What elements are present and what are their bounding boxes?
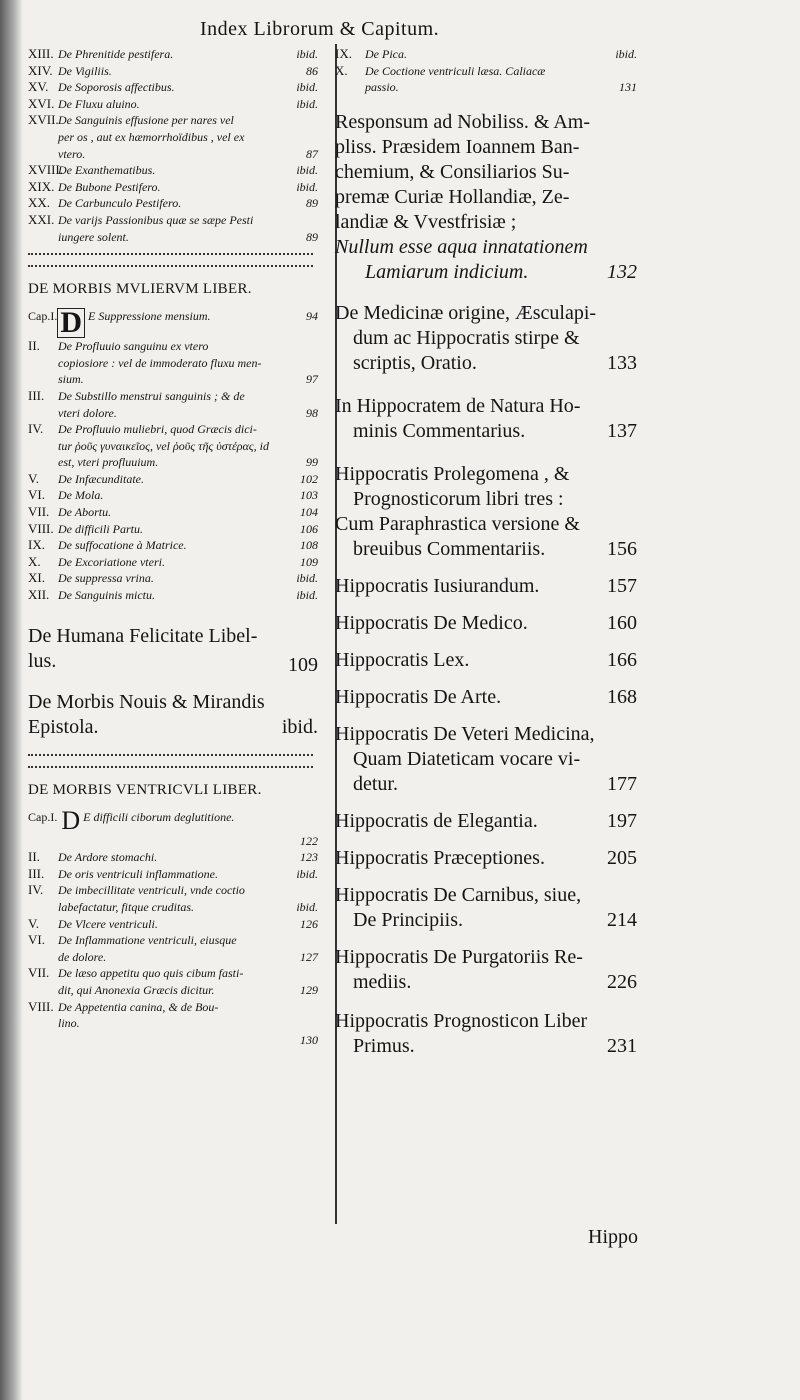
page-number: 126 bbox=[300, 916, 318, 931]
index-entry bbox=[335, 722, 637, 797]
list-item bbox=[28, 355, 318, 372]
list-item bbox=[28, 999, 318, 1016]
right-column bbox=[335, 46, 637, 1059]
page-number: 177 bbox=[607, 772, 637, 795]
index-entry bbox=[335, 394, 637, 444]
chapter-numeral: XVII. bbox=[28, 112, 59, 128]
entry-text: Hippocratis Præceptiones. bbox=[335, 846, 545, 869]
list-item bbox=[28, 521, 318, 538]
chapter-title: De Appetentia canina, & de Bou- bbox=[58, 999, 219, 1014]
entry-text: mediis. bbox=[353, 970, 412, 993]
entry-text: minis Commentarius. bbox=[353, 419, 526, 442]
entry-line bbox=[335, 110, 637, 135]
index-entry bbox=[335, 685, 637, 710]
chapter-title: copiosiore : vel de immoderato fluxu men- bbox=[58, 355, 262, 370]
chapter-numeral: IV. bbox=[28, 421, 44, 437]
list-item bbox=[28, 338, 318, 355]
page-number: ibid. bbox=[296, 96, 318, 111]
page-number: 109 bbox=[300, 554, 318, 569]
page-number: 226 bbox=[607, 970, 637, 993]
chapter-numeral: III. bbox=[28, 387, 45, 403]
list-item bbox=[28, 146, 318, 163]
list-item bbox=[28, 949, 318, 966]
page-number: 123 bbox=[300, 850, 318, 865]
index-entry bbox=[335, 301, 637, 376]
chapter-numeral: VI. bbox=[28, 932, 45, 948]
entry-text: premæ Curiæ Hollandiæ, Ze- bbox=[335, 185, 570, 208]
chapter-title: De Sanguinis effusione per nares vel bbox=[58, 113, 234, 128]
chapter-numeral: V. bbox=[28, 470, 39, 486]
page-number: 197 bbox=[607, 809, 637, 832]
entry-line bbox=[335, 908, 637, 933]
chapter-numeral: XXI. bbox=[28, 211, 55, 227]
page-number: 137 bbox=[607, 419, 637, 442]
entry-responsum bbox=[335, 110, 637, 285]
chapter-numeral: VI. bbox=[28, 487, 45, 503]
page-number: 122 bbox=[300, 833, 318, 848]
left-list-mulierum bbox=[28, 308, 318, 604]
entry-line bbox=[335, 1009, 637, 1034]
chapter-numeral: XIX. bbox=[28, 178, 55, 194]
index-entry bbox=[335, 611, 637, 636]
entry-line bbox=[335, 512, 637, 537]
chapter-title: de dolore. bbox=[58, 949, 107, 964]
page-number: 132 bbox=[607, 260, 637, 283]
entry-line: lus. bbox=[28, 649, 57, 672]
index-entry bbox=[335, 883, 637, 933]
index-entry bbox=[335, 574, 637, 599]
list-item bbox=[28, 421, 318, 438]
entry-text: Hippocratis De Arte. bbox=[335, 685, 502, 708]
entry-text: Lamiarum indicium. bbox=[365, 260, 529, 283]
chapter-title: per os , aut ex hæmorrhoïdibus , vel ex bbox=[58, 129, 245, 144]
list-item bbox=[335, 63, 637, 80]
list-item bbox=[28, 179, 318, 196]
list-item bbox=[28, 371, 318, 388]
list-item bbox=[28, 587, 318, 604]
list-item bbox=[28, 46, 318, 63]
entry-text: Hippocratis Prognosticon Liber bbox=[335, 1009, 588, 1032]
entry-text: dum ac Hippocratis stirpe & bbox=[353, 326, 580, 349]
chapter-title: E difficili ciborum deglutitione. bbox=[83, 809, 235, 824]
cap-label: Cap.I. bbox=[28, 809, 58, 824]
list-item bbox=[28, 965, 318, 982]
page-number: 168 bbox=[607, 685, 637, 708]
chapter-numeral: III. bbox=[28, 865, 45, 881]
entry-text: Prognosticorum libri tres : bbox=[353, 487, 564, 510]
drop-cap-initial: D bbox=[61, 805, 81, 835]
page-number: ibid. bbox=[296, 80, 318, 95]
page-number: 214 bbox=[607, 908, 637, 931]
chapter-title: lino. bbox=[58, 1016, 80, 1031]
catchword: Hippo bbox=[588, 1226, 638, 1248]
entry-line bbox=[335, 487, 637, 512]
index-entry bbox=[335, 945, 637, 995]
chapter-title: passio. bbox=[365, 80, 399, 95]
index-entry bbox=[335, 809, 637, 834]
list-item bbox=[28, 833, 318, 850]
entry-line bbox=[335, 537, 637, 562]
page-number: 127 bbox=[300, 949, 318, 964]
chapter-title: De Fluxu aluino. bbox=[58, 96, 140, 111]
ornament-divider bbox=[28, 253, 313, 267]
page-header: Index Librorum & Capitum. bbox=[200, 18, 440, 40]
chapter-title: vtero. bbox=[58, 146, 86, 161]
chapter-title: De Bubone Pestifero. bbox=[58, 179, 161, 194]
entry-line bbox=[335, 747, 637, 772]
entry-line bbox=[335, 210, 637, 235]
section-title-mulierum: DE MORBIS MVLIERVM LIBER. bbox=[28, 281, 252, 298]
page-number: 130 bbox=[300, 1032, 318, 1047]
entry-line bbox=[335, 809, 637, 834]
index-entry bbox=[335, 1009, 637, 1059]
page-number: 99 bbox=[306, 455, 318, 470]
chapter-title: De Excoriatione vteri. bbox=[58, 554, 165, 569]
section-title-ventriculi: DE MORBIS VENTRICVLI LIBER. bbox=[28, 781, 262, 798]
entry-text: scriptis, Oratio. bbox=[353, 351, 477, 374]
entry-text: breuibus Commentariis. bbox=[353, 537, 546, 560]
entry-text: In Hippocratem de Natura Ho- bbox=[335, 394, 581, 417]
chapter-title: De Profluuio sanguinu ex vtero bbox=[58, 339, 209, 354]
entry-line bbox=[335, 462, 637, 487]
page-number: ibid. bbox=[296, 900, 318, 914]
chapter-numeral: V. bbox=[28, 915, 39, 931]
page-number: 133 bbox=[607, 351, 637, 374]
page-number: ibid. bbox=[296, 47, 318, 61]
entry-line bbox=[335, 574, 637, 599]
page-number: ibid. bbox=[296, 163, 318, 178]
chapter-numeral: XIV. bbox=[28, 62, 53, 78]
page-number: 106 bbox=[300, 521, 318, 536]
page-number: ibid. bbox=[296, 588, 318, 603]
chapter-title: De Profluuio muliebri, quod Græcis dici- bbox=[58, 422, 257, 437]
chapter-numeral: VIII. bbox=[28, 998, 54, 1014]
entry-text: Responsum ad Nobiliss. & Am- bbox=[335, 110, 591, 133]
page-number: 102 bbox=[300, 471, 318, 486]
chapter-title: De Inflammatione ventriculi, eiusque bbox=[58, 933, 237, 948]
entry-line bbox=[335, 394, 637, 419]
page-number: 104 bbox=[300, 505, 318, 520]
chapter-title: est, vteri profluuium. bbox=[58, 455, 159, 470]
chapter-title: tur ῥοῦς γυναικεῖος, vel ῥοῦς τῆς ὑστέρας, id bbox=[58, 438, 269, 453]
list-item bbox=[335, 46, 637, 63]
chapter-title: De Infæcunditate. bbox=[58, 471, 144, 486]
chapter-numeral: XX. bbox=[28, 195, 51, 211]
list-item bbox=[28, 866, 318, 883]
page-number: 98 bbox=[306, 405, 318, 420]
chapter-title: E Suppressione mensium. bbox=[88, 309, 211, 324]
entry-line bbox=[335, 160, 637, 185]
list-item bbox=[28, 229, 318, 246]
list-item bbox=[28, 308, 318, 338]
page-gutter-shadow bbox=[0, 0, 22, 1400]
page-number: ibid. bbox=[296, 179, 318, 194]
drop-cap-initial: D bbox=[57, 308, 85, 338]
entry-line bbox=[335, 326, 637, 351]
left-list-pestis bbox=[28, 46, 318, 245]
entry-text: Hippocratis De Medico. bbox=[335, 611, 528, 634]
chapter-title: dit, qui Anonexia Græcis dicitur. bbox=[58, 982, 215, 997]
page-number: 205 bbox=[607, 846, 637, 869]
page-number: ibid. bbox=[296, 866, 318, 881]
list-item bbox=[28, 554, 318, 571]
entry-text: De Principiis. bbox=[353, 908, 463, 931]
chapter-title: De Ardore stomachi. bbox=[58, 850, 158, 865]
page-number: 166 bbox=[607, 648, 637, 671]
entry-line bbox=[335, 611, 637, 636]
entry-line: Epistola. bbox=[28, 715, 99, 738]
chapter-title: De Abortu. bbox=[58, 505, 112, 520]
entry-line bbox=[335, 419, 637, 444]
ornament-divider bbox=[28, 754, 313, 768]
page-number: 94 bbox=[306, 309, 318, 324]
entry-text: Hippocratis Lex. bbox=[335, 648, 470, 671]
entry-line bbox=[335, 1034, 637, 1059]
page-number: 129 bbox=[300, 982, 318, 997]
chapter-numeral: IV. bbox=[28, 882, 44, 898]
chapter-title: De imbecillitate ventriculi, vnde coctio bbox=[58, 883, 245, 898]
page-number: ibid. bbox=[296, 571, 318, 586]
entry-text: landiæ & Vvestfrisiæ ; bbox=[335, 210, 517, 233]
entry-felicitate bbox=[28, 624, 318, 674]
chapter-numeral: XII. bbox=[28, 587, 50, 603]
right-entries bbox=[335, 301, 637, 1059]
chapter-title: De Sanguinis mictu. bbox=[58, 588, 155, 603]
entry-text: Hippocratis de Elegantia. bbox=[335, 809, 538, 832]
entry-line bbox=[335, 970, 637, 995]
entry-text: Nullum esse aqua innatationem bbox=[335, 235, 588, 258]
entry-line bbox=[335, 135, 637, 160]
list-item bbox=[28, 1032, 318, 1049]
entry-text: Hippocratis De Carnibus, siue, bbox=[335, 883, 582, 906]
chapter-title: De Carbunculo Pestifero. bbox=[58, 196, 182, 211]
entry-line bbox=[335, 846, 637, 871]
page-number: 160 bbox=[607, 611, 637, 634]
entry-text: chemium, & Consiliarios Su- bbox=[335, 160, 570, 183]
list-item bbox=[28, 79, 318, 96]
chapter-title: De difficili Partu. bbox=[58, 521, 143, 536]
chapter-title: De Phrenitide pestifera. bbox=[58, 47, 174, 61]
index-entry bbox=[335, 648, 637, 673]
chapter-numeral: XI. bbox=[28, 570, 45, 586]
page-number: 157 bbox=[607, 574, 637, 597]
page-number: 97 bbox=[306, 372, 318, 387]
entry-line bbox=[335, 351, 637, 376]
page-number: ibid. bbox=[281, 715, 318, 738]
left-list-ventriculi bbox=[28, 805, 318, 1049]
list-item bbox=[28, 212, 318, 229]
list-item bbox=[28, 932, 318, 949]
entry-text: detur. bbox=[353, 772, 398, 795]
index-entry bbox=[335, 846, 637, 871]
list-item bbox=[28, 849, 318, 866]
page-number: 108 bbox=[300, 538, 318, 553]
entry-line bbox=[335, 685, 637, 710]
list-item bbox=[28, 195, 318, 212]
list-item bbox=[28, 570, 318, 587]
entry-line bbox=[335, 235, 637, 260]
page-number: 131 bbox=[619, 80, 637, 95]
list-item bbox=[28, 63, 318, 80]
list-item bbox=[28, 162, 318, 179]
list-item bbox=[28, 438, 318, 455]
chapter-numeral: IX. bbox=[28, 537, 45, 553]
entry-line bbox=[335, 301, 637, 326]
chapter-title: De Coctione ventriculi læsa. Caliacæ bbox=[365, 63, 546, 78]
entry-text: Hippocratis De Veteri Medicina, bbox=[335, 722, 595, 745]
list-item bbox=[28, 1015, 318, 1032]
chapter-numeral: VII. bbox=[28, 504, 50, 520]
chapter-title: iungere solent. bbox=[58, 229, 129, 244]
list-item bbox=[28, 112, 318, 129]
chapter-numeral: VII. bbox=[28, 965, 50, 981]
list-item bbox=[28, 882, 318, 899]
chapter-numeral: II. bbox=[28, 338, 40, 354]
list-item bbox=[28, 487, 318, 504]
list-item bbox=[28, 805, 318, 835]
list-item bbox=[28, 129, 318, 146]
list-item bbox=[28, 405, 318, 422]
chapter-title: De oris ventriculi inflammatione. bbox=[58, 866, 218, 881]
chapter-numeral: XIII. bbox=[28, 46, 54, 61]
page-number: 87 bbox=[306, 146, 318, 161]
page-number: 103 bbox=[300, 488, 318, 503]
chapter-numeral: VIII. bbox=[28, 520, 54, 536]
page-number: 156 bbox=[607, 537, 637, 560]
page-number: 89 bbox=[306, 196, 318, 211]
chapter-title: De Pica. bbox=[365, 47, 407, 61]
chapter-title: vteri dolore. bbox=[58, 405, 117, 420]
list-item bbox=[28, 388, 318, 405]
chapter-numeral: II. bbox=[28, 849, 40, 865]
list-item bbox=[28, 982, 318, 999]
chapter-title: De Vigiliis. bbox=[58, 63, 112, 78]
list-item bbox=[28, 96, 318, 113]
page-number: ibid. bbox=[615, 47, 637, 61]
chapter-title: sium. bbox=[58, 372, 84, 387]
entry-text: pliss. Præsidem Ioannem Ban- bbox=[335, 135, 580, 158]
entry-line bbox=[335, 883, 637, 908]
entry-text: Cum Paraphrastica versione & bbox=[335, 512, 580, 535]
page-number: 231 bbox=[607, 1034, 637, 1057]
page-number: 89 bbox=[306, 229, 318, 244]
right-list-ventriculi bbox=[335, 46, 637, 96]
chapter-title: De Vlcere ventriculi. bbox=[58, 916, 158, 931]
entry-line bbox=[335, 722, 637, 747]
chapter-title: De varijs Passionibus quæ se sæpe Pesti bbox=[58, 212, 254, 227]
entry-text: De Medicinæ origine, Æsculapi- bbox=[335, 301, 597, 324]
chapter-numeral: X. bbox=[28, 553, 41, 569]
entry-line: De Humana Felicitate Libel- bbox=[28, 624, 258, 647]
entry-line: De Morbis Nouis & Mirandis bbox=[28, 690, 265, 713]
chapter-title: De Exanthematibus. bbox=[58, 163, 156, 178]
list-item bbox=[28, 916, 318, 933]
left-column bbox=[28, 46, 318, 1048]
chapter-title: De Soporosis affectibus. bbox=[58, 80, 175, 95]
entry-line bbox=[335, 260, 637, 285]
chapter-numeral: IX. bbox=[335, 46, 352, 61]
entry-line bbox=[335, 772, 637, 797]
entry-nouis bbox=[28, 690, 318, 740]
page-number: 109 bbox=[288, 653, 318, 676]
chapter-numeral: XV. bbox=[28, 79, 49, 95]
chapter-numeral: XVIII. bbox=[28, 162, 64, 178]
entry-text: Quam Diateticam vocare vi- bbox=[353, 747, 581, 770]
chapter-title: De Substillo menstrui sanguinis ; & de bbox=[58, 388, 245, 403]
list-item bbox=[28, 504, 318, 521]
chapter-title: labefactatur, fitque cruditas. bbox=[58, 900, 194, 914]
page-number: 86 bbox=[306, 63, 318, 78]
chapter-title: De suffocatione à Matrice. bbox=[58, 538, 187, 553]
list-item bbox=[28, 537, 318, 554]
chapter-numeral: X. bbox=[335, 62, 348, 78]
entry-line bbox=[335, 945, 637, 970]
entry-text: Hippocratis Iusiurandum. bbox=[335, 574, 540, 597]
list-item bbox=[28, 471, 318, 488]
entry-text: Primus. bbox=[353, 1034, 415, 1057]
entry-text: Hippocratis Prolegomena , & bbox=[335, 462, 570, 485]
cap-label: Cap.I. bbox=[28, 309, 58, 324]
list-item bbox=[335, 79, 637, 96]
entry-text: Hippocratis De Purgatoriis Re- bbox=[335, 945, 583, 968]
index-entry bbox=[335, 462, 637, 562]
list-item bbox=[28, 899, 318, 916]
chapter-title: De suppressa vrina. bbox=[58, 571, 154, 586]
entry-line bbox=[335, 648, 637, 673]
chapter-title: De læso appetitu quo quis cibum fasti- bbox=[58, 966, 244, 981]
chapter-title: De Mola. bbox=[58, 488, 104, 503]
list-item bbox=[28, 454, 318, 471]
entry-line bbox=[335, 185, 637, 210]
chapter-numeral: XVI. bbox=[28, 95, 55, 111]
